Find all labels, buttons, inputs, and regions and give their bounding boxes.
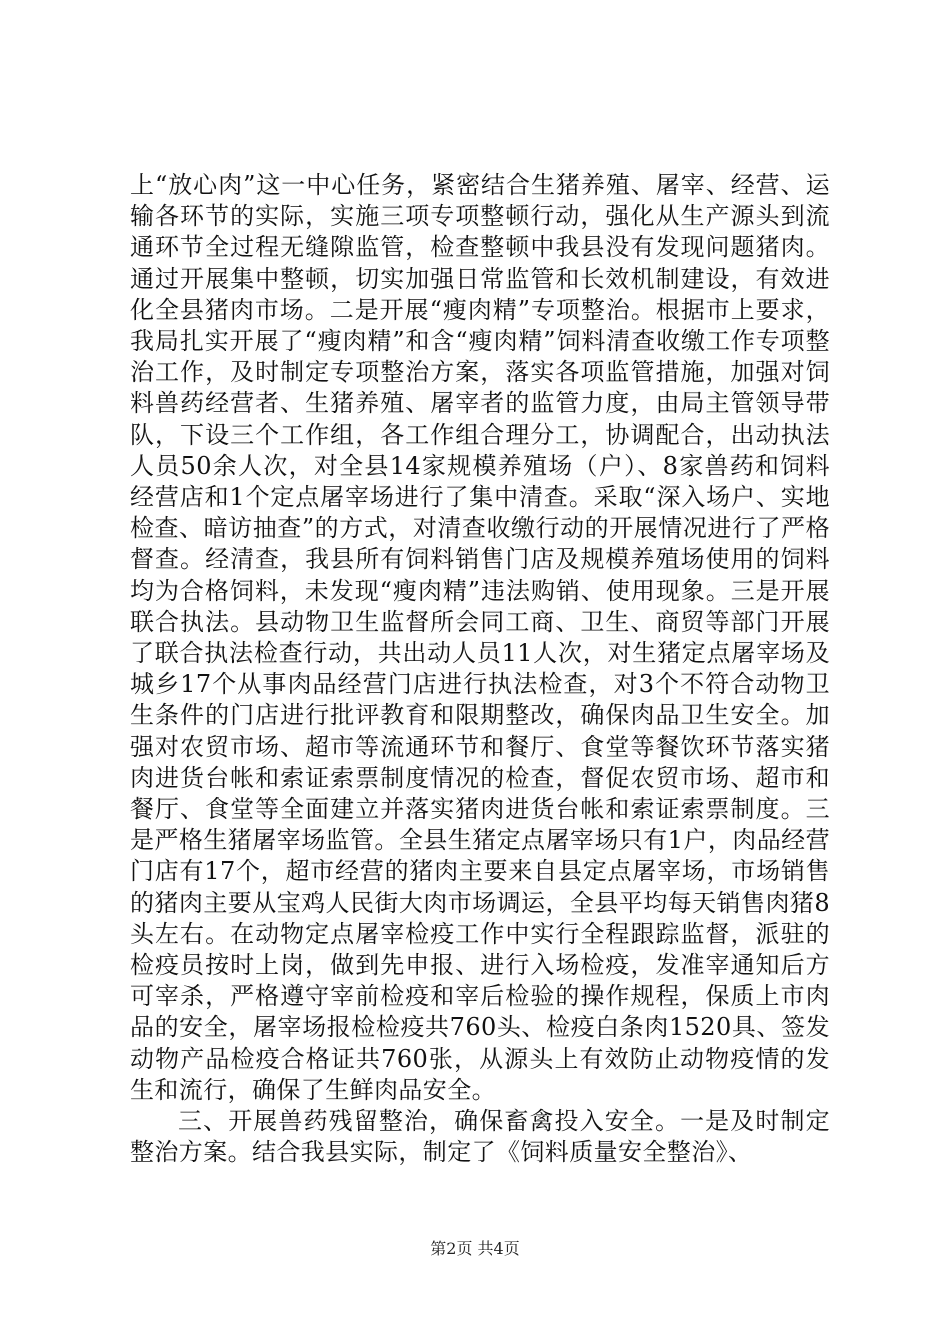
page-number-footer: 第2页 共4页 (430, 1239, 520, 1258)
paragraph-section-three: 三、开展兽药残留整治，确保畜禽投入安全。一是及时制定整治方案。结合我县实际，制定了《饲料质量安全整治》、 (130, 1107, 830, 1167)
document-body (130, 170, 830, 1169)
paragraph-continuation: 上“放心肉”这一中心任务，紧密结合生猪养殖、屠宰、经营、运输各环节的实际，实施三项专项整顿行动，强化从生产源头到流通环节全过程无缝隙监管，检查整顿中我县没有发现问题猪肉。通过开展集中整顿，切实加强日常监管和长效机制建设，有效进化全县猪肉市场。二是开展“瘦肉精”专项整治。根据市上要求，我局扎实开展了“瘦肉精”和含“瘦肉精”饲料清查收缴工作专项整治工作，及时制定专项整治方案，落实各项监管措施，加强对饲料兽药经营者、生猪养殖、屠宰者的监管力度，由局主管领导带队，下设三个工作组，各工作组合理分工，协调配合，出动执法人员50余人次，对全县14家规模养殖场（户）、8家兽药和饲料经营店和1个定点屠宰场进行了集中清查。采取“深入场户、实地检查、暗访抽查”的方式，对清查收缴行动的开展情况进行了严格督查。经清查，我县所有饲料销售门店及规模养殖场使用的饲料均为合格饲料，未发现“瘦肉精”违法购销、使用现象。三是开展联合执法。县动物卫生监督所会同工商、卫生、商贸等部门开展了联合执法检查行动，共出动人员11人次，对生猪定点屠宰场及城乡17个从事肉品经营门店进行执法检查，对3个不符合动物卫生条件的门店进行批评教育和限期整改，确保肉品卫生安全。加强对农贸市场、超市等流通环节和餐厅、食堂等餐饮环节落实猪肉进货台帐和索证索票制度情况的检查，督促农贸市场、超市和餐厅、食堂等全面建立并落实猪肉进货台帐和索证索票制度。三是严格生猪屠宰场监管。全县生猪定点屠宰场只有1户，肉品经营门店有17个，超市经营的猪肉主要来自县定点屠宰场，市场销售的猪肉主要从宝鸡人民街大肉市场调运，全县平均每天销售肉猪8头左右。在动物定点屠宰检疫工作中实行全程跟踪监督，派驻的检疫员按时上岗，做到先申报、进行入场检疫，发准宰通知后方可宰杀，严格遵守宰前检疫和宰后检验的操作规程，保质上市肉品的安全，屠宰场报检检疫共760头、检疫白条肉1520具、签发动物产品检疫合格证共760张，从源头上有效防止动物疫情的发生和流行，确保了生鲜肉品安全。 (130, 171, 830, 1104)
